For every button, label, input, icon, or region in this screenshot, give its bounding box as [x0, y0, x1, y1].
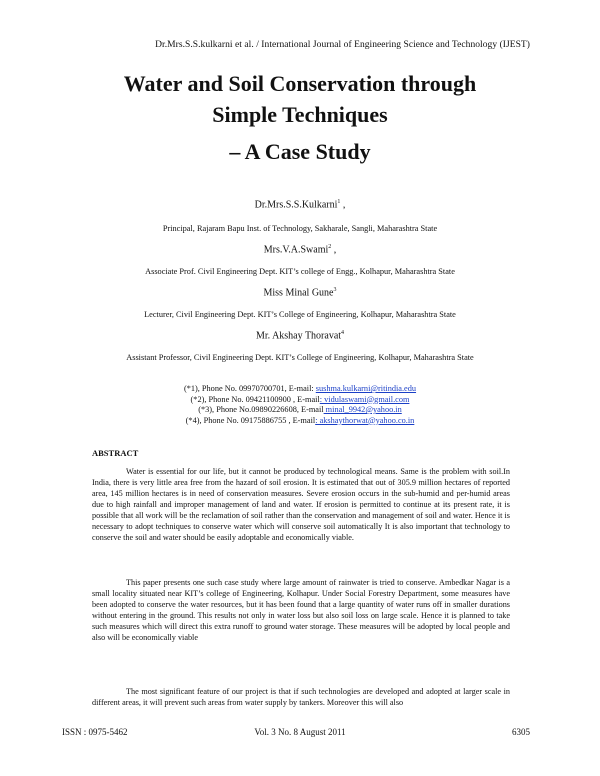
- abstract-heading: ABSTRACT: [92, 448, 139, 458]
- affiliation-4: Assistant Professor, Civil Engineering Dept. KIT’s College of Engineering, Kolhapur, Maharashtra State: [126, 353, 474, 362]
- author-4: [0, 330, 600, 341]
- footer-issn: ISSN : 0975-5462: [62, 727, 128, 737]
- author-name: Miss Minal Gune: [263, 287, 334, 299]
- author-suffix: ,: [331, 244, 337, 256]
- author-suffix: ,: [340, 199, 346, 211]
- contact-line: [0, 405, 600, 416]
- author-name: Mr. Akshay Thoravat: [255, 330, 342, 342]
- abstract-paragraph-3: The most significant feature of our project is that if such technologies are developed and adopted at larger scale in different areas, it will prevent such areas from water supply by tankers. Moreover this will also: [92, 687, 510, 707]
- contact-prefix: (*2), Phone No. 09421100900 , E-mail: [190, 394, 320, 404]
- contact-prefix: (*3), Phone No.09890226608, E-mail: [198, 405, 324, 414]
- abstract-paragraph-1: Water is essential for our life, but it cannot be produced by technological means. Same is the problem with soil.In India, there is very little area free from the hazard of soil erosion. It is estimated that out of 305.9 million hectares of reported area, 145 million hectares is in need of conservation measures. Severe erosion occurs in the sub-humid and per-humid areas due to high rainfall and improper management of land and water. If erosion is permitted to continue at its present rate, it is possible that all work will be the reclamation of soil rather than the conservation and management of soil and water. Hence it is necessary to adopt techniques to conserve water which will conserve soil automatically It is also important that technology to conserve the soil and water should be easily adoptable and economically viable.: [92, 467, 510, 542]
- author-1: [0, 199, 600, 210]
- affiliation-3: Lecturer, Civil Engineering Dept. KIT’s College of Engineering, Kolhapur, Maharashtra State: [144, 310, 456, 319]
- contact-line: [0, 384, 600, 395]
- title-line-2: Simple Techniques: [212, 102, 388, 127]
- running-header: Dr.Mrs.S.S.kulkarni et al. / International Journal of Engineering Science and Technology (IJEST): [155, 40, 530, 50]
- contact-line: [0, 416, 600, 427]
- footer-page-number: 6305: [512, 727, 530, 737]
- contact-line: [0, 395, 600, 406]
- contact-list: [0, 384, 600, 426]
- title-line-3: – A Case Study: [229, 139, 371, 164]
- author-mark: 4: [341, 330, 345, 336]
- email-link[interactable]: : vidulaswami@gmail.com: [319, 394, 410, 404]
- author-3: [0, 287, 600, 298]
- author-mark: 2: [328, 244, 332, 250]
- contact-prefix: (*4), Phone No. 09175886755 , E-mail: [185, 415, 316, 425]
- affiliation-1: Principal, Rajaram Bapu Inst. of Technology, Sakharale, Sangli, Maharashtra State: [162, 224, 438, 233]
- abstract-paragraph-2: This paper presents one such case study where large amount of rainwater is tried to conserve. Ambedkar Nagar is a small locality situated near KIT’s college of Engineering, Kolhapur. Under Social Forestry Department, some measures have been adopted to conserve the water resources, but it has been found that a large quantity of water runs off in smaller durations without entering in the ground. This results not only in water loss but also soil loss on large scale. Hence it is planned to take such measures which will direct this extra runoff to ground water storage. These measures will be adopted by local people and also will be economically viable: [92, 578, 510, 642]
- title-line-1: Water and Soil Conservation through: [123, 71, 477, 96]
- author-name: Dr.Mrs.S.S.Kulkarni: [254, 199, 338, 211]
- footer-volume: Vol. 3 No. 8 August 2011: [254, 727, 346, 737]
- email-link[interactable]: minal_9942@yahoo.in: [323, 405, 402, 414]
- affiliation-2: Associate Prof. Civil Engineering Dept. KIT’s college of Engg., Kolhapur, Maharashtra State: [145, 267, 455, 276]
- email-link[interactable]: sushma.kulkarni@ritindia.edu: [315, 384, 417, 393]
- author-2: [0, 244, 600, 255]
- contact-prefix: (*1), Phone No. 09970700701, E-mail:: [183, 384, 316, 393]
- author-mark: 3: [333, 287, 337, 293]
- paper-title: [0, 68, 600, 167]
- author-mark: 1: [337, 199, 341, 205]
- email-link[interactable]: : akshaythorwat@yahoo.co.in: [315, 415, 415, 425]
- author-name: Mrs.V.A.Swami: [263, 244, 329, 256]
